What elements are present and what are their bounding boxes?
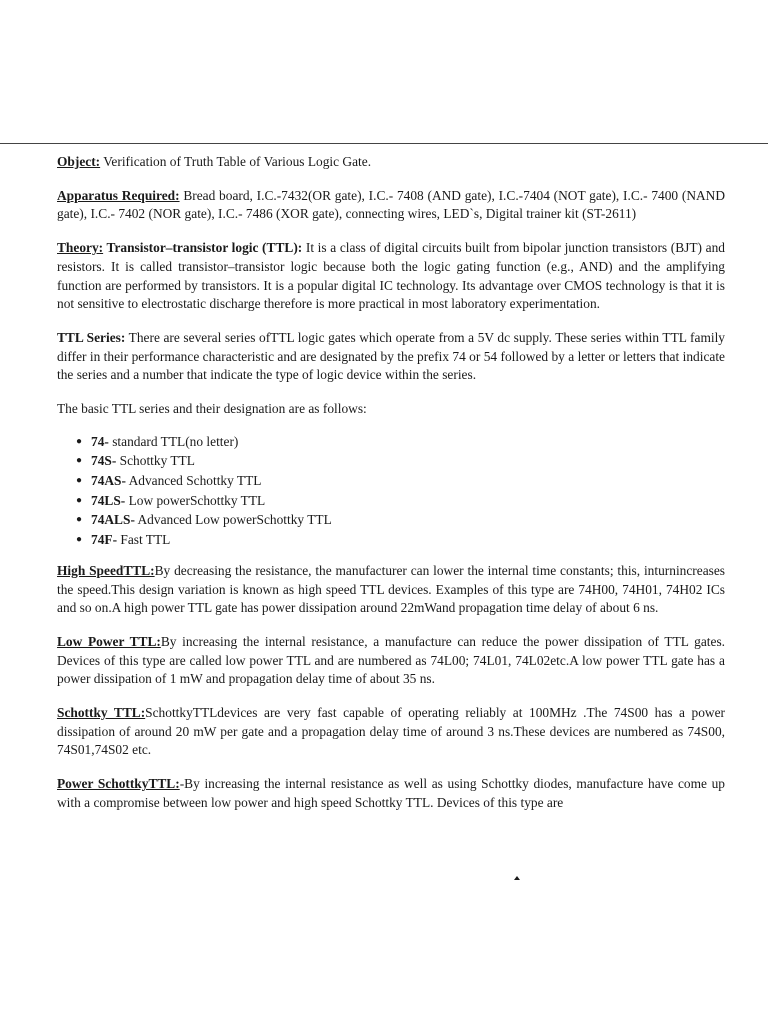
list-item [57, 471, 725, 491]
series-code: 74F- [91, 532, 118, 548]
apparatus-label: Apparatus Required: [57, 187, 180, 203]
bullet-icon: ● [76, 455, 83, 467]
ttl-series-list [57, 432, 725, 550]
bullet-icon: ● [76, 475, 83, 487]
schottky-paragraph [57, 704, 725, 760]
ttl-series-paragraph [57, 329, 725, 385]
list-item [57, 432, 725, 452]
power-schottky-label: Power SchottkyTTL: [57, 776, 180, 792]
schottky-label: Schottky TTL: [57, 705, 146, 721]
power-schottky-text: -By increasing the internal resistance as well as using Schottky diodes, manufacture have come up with a compromise between low power and high speed Schottky TTL. Devices of this type are [57, 776, 725, 810]
list-item [57, 510, 725, 530]
power-schottky-paragraph [57, 775, 725, 812]
apparatus-paragraph [57, 187, 725, 224]
bullet-icon: ● [76, 494, 83, 506]
series-desc: Schottky TTL [116, 453, 195, 469]
ttl-series-label: TTL Series: [57, 329, 126, 345]
series-code: 74LS- [91, 492, 126, 508]
apparatus-text: Bread board, I.C.-7432(OR gate), I.C.- 7408 (AND gate), I.C.-7404 (NOT gate), I.C.- 7400 (NAND gate), I.C.- 7402 (NOR gate), I.C.- 7486 (XOR gate), connecting wires, LED`s, Digital trainer kit (ST-2611) [57, 187, 725, 222]
text-cursor-icon [514, 876, 520, 880]
high-speed-label: High SpeedTTL: [57, 562, 155, 578]
page-top-rule [0, 143, 768, 144]
series-code: 74S- [91, 453, 117, 469]
bullet-icon: ● [76, 435, 83, 447]
series-desc: Advanced Schottky TTL [125, 473, 262, 489]
low-power-label: Low Power TTL: [57, 633, 161, 649]
document-body [57, 153, 725, 828]
series-code: 74ALS- [91, 512, 135, 528]
theory-text: It is a class of digital circuits built from bipolar junction transistors (BJT) and resistors. It is called transistor–transistor logic because both the logic gating function (e.g., AND) and the amplifying function are performed by transistors. It is a popular digital IC technology. Its advantage over CMOS technology is that it is not sensitive to electrostatic discharge therefore is more practical in most laboratory experimentation. [57, 240, 725, 312]
series-desc: Fast TTL [117, 532, 171, 548]
list-item [57, 530, 725, 550]
series-desc: Advanced Low powerSchottky TTL [134, 512, 332, 528]
series-desc: standard TTL(no letter) [108, 433, 239, 449]
list-item [57, 451, 725, 471]
object-label: Object: [57, 154, 101, 169]
high-speed-paragraph [57, 562, 725, 618]
theory-paragraph [57, 239, 725, 314]
high-speed-text: By decreasing the resistance, the manufacturer can lower the internal time constants; this, inturnincreases the speed.This design variation is known as high speed TTL devices. Examples of this type are 74H00, 74H01, 74H02 ICs and so on.A high power TTL gate has power dissipation around 22mWand propagation time delay of about 6 ns. [57, 562, 726, 616]
ttl-series-text: There are several series ofTTL logic gates which operate from a 5V dc supply. These series within TTL family differ in their performance characteristic and are designated by the prefix 74 or 54 followed by a letter or letters that indicate the series and a number that indicate the type of logic device within the series. [57, 329, 725, 383]
low-power-text: By increasing the internal resistance, a manufacture can reduce the power dissipation of TTL gates. Devices of this type are called low power TTL and are numbered as 74L00; 74L01, 74L02etc.A low power TTL gate has a power dissipation of 1 mW and propagation delay time of about 35 ns. [57, 633, 726, 687]
list-item [57, 491, 725, 511]
theory-sublabel: Transistor–transistor logic (TTL): [103, 240, 303, 256]
series-code: 74AS- [91, 473, 126, 489]
series-desc: Low powerSchottky TTL [125, 492, 266, 508]
low-power-paragraph [57, 633, 725, 689]
theory-label: Theory: [57, 240, 104, 256]
series-code: 74- [91, 433, 109, 449]
bullet-icon: ● [76, 514, 83, 526]
object-paragraph [57, 153, 725, 172]
series-intro: The basic TTL series and their designation are as follows: [57, 401, 367, 417]
bullet-icon: ● [76, 534, 83, 546]
object-text: Verification of Truth Table of Various Logic Gate. [100, 154, 372, 169]
schottky-text: SchottkyTTLdevices are very fast capable of operating reliably at 100MHz .The 74S00 has a power dissipation of around 20 mW per gate and a propagation delay time of around 3 ns.These devices are numbered as 74S00, 74S01,74S02 etc. [57, 705, 725, 758]
